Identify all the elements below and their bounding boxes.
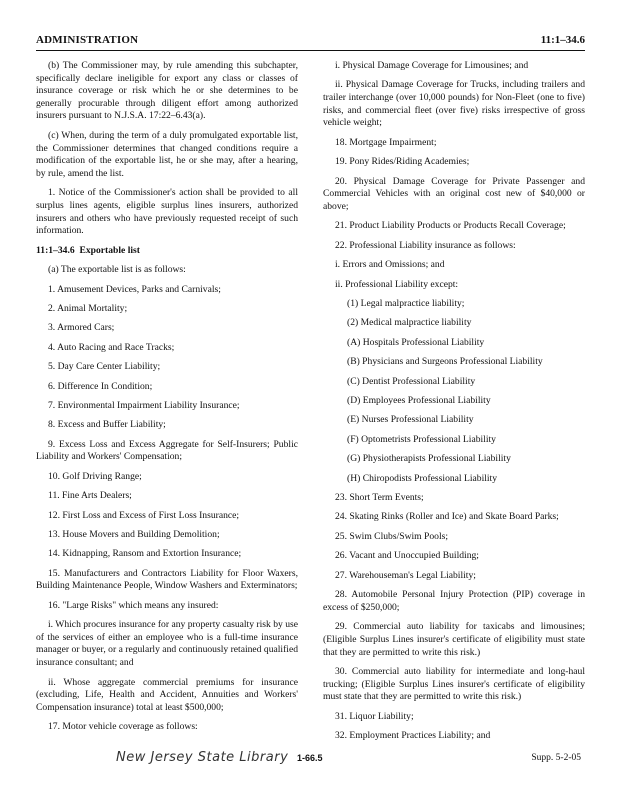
section-title: Exportable list [79, 244, 140, 256]
header-section-title: ADMINISTRATION [36, 34, 139, 46]
list-item: 3. Armored Cars; [48, 322, 115, 334]
list-subitem: (D) Employees Professional Liability [347, 395, 491, 407]
list-item: 27. Warehouseman's Legal Liability; [335, 569, 476, 581]
list-item: 16. "Large Risks" which means any insured: [48, 599, 219, 611]
list-item: 5. Day Care Center Liability; [48, 361, 161, 373]
list-item: 23. Short Term Events; [335, 492, 424, 503]
list-item: 14. Kidnapping, Ransom and Extortion Insurance; [48, 548, 242, 560]
list-item: 8. Excess and Buffer Liability; [48, 419, 166, 431]
list-item: 4. Auto Racing and Race Tracks; [48, 341, 175, 353]
list-item: 18. Mortgage Impairment; [335, 136, 437, 148]
list-subitem: (C) Dentist Professional Liability [347, 375, 476, 387]
header-section-number: 11:1–34.6 [540, 34, 585, 46]
list-subitem: i. Which procures insurance for any property casualty risk by use of the services of either an employee who is a full-time insurance manager or buyer, or a regularly and continuously retained qualified insurance consultant; and [36, 619, 298, 668]
left-column [36, 60, 298, 741]
list-subitem: (2) Medical malpractice liability [347, 317, 472, 329]
list-item: 12. First Loss and Excess of First Loss Insurance; [48, 509, 240, 521]
list-subitem: ii. Professional Liability except: [335, 278, 459, 290]
list-subitem: i. Physical Damage Coverage for Limousines; and [335, 60, 529, 71]
page-footer [0, 751, 619, 771]
list-subitem: (F) Optometrists Professional Liability [347, 433, 496, 445]
list-subitem: i. Errors and Omissions; and [335, 259, 445, 271]
list-item: 2. Animal Mortality; [48, 303, 128, 315]
list-item: 17. Motor vehicle coverage as follows: [48, 721, 198, 733]
list-item: 26. Vacant and Unoccupied Building; [335, 550, 479, 562]
list-item: 10. Golf Driving Range; [48, 470, 142, 482]
list-item: 25. Swim Clubs/Swim Pools; [335, 530, 449, 542]
list-item: 28. Automobile Personal Injury Protection (PIP) coverage in excess of $250,000; [323, 589, 585, 613]
list-subitem: (G) Physiotherapists Professional Liability [347, 453, 511, 465]
list-item: 19. Pony Rides/Riding Academies; [335, 156, 470, 168]
list-item: 11. Fine Arts Dealers; [48, 490, 132, 502]
list-item: 21. Product Liability Products or Products Recall Coverage; [335, 220, 566, 232]
list-item: 30. Commercial auto liability for intermediate and long-haul trucking; (Eligible Surplus Lines insurer's certificate of eligibility must state that they are permitted to write this risk.) [323, 666, 585, 703]
paragraph-c1: 1. Notice of the Commissioner's action shall be provided to all surplus lines agents, eligible surplus lines insurers, authorized insurers and others who have previously requested receipt of such information. [36, 187, 298, 237]
list-item: 24. Skating Rinks (Roller and Ice) and Skate Board Parks; [335, 511, 559, 523]
section-number: 11:1–34.6 [36, 244, 75, 256]
page-number: 1-66.5 [297, 753, 323, 763]
list-item: 31. Liquor Liability; [335, 710, 414, 722]
list-item: 7. Environmental Impairment Liability Insurance; [48, 400, 240, 412]
list-subitem: (B) Physicians and Surgeons Professional Liability [347, 356, 543, 368]
paragraph-b: (b) The Commissioner may, by rule amending this subchapter, specifically declare ineligible for export any class or classes of insurance coverage or risk which he or she determines to be generally procurable through diligent effort among authorized insurers pursuant to N.J.S.A. 17:22–6.43(a). [36, 60, 298, 122]
list-item: 32. Employment Practices Liability; and [335, 730, 491, 742]
paragraph-c: (c) When, during the term of a duly promulgated exportable list, the Commissioner determines that changed conditions require a modification of the exportable list, he or she may, after a hearing, by rule, amend the list. [36, 129, 298, 179]
list-item: 20. Physical Damage Coverage for Private Passenger and Commercial Vehicles with an original cost new of $40,000 or above; [323, 175, 585, 212]
paragraph-a: (a) The exportable list is as follows: [48, 264, 186, 276]
list-item: 13. House Movers and Building Demolition; [48, 528, 220, 540]
list-item: 29. Commercial auto liability for taxicabs and limousines; (Eligible Surplus Lines insurer's certificate of eligibility must state that they are permitted to write this risk.) [323, 621, 585, 658]
list-subitem: ii. Physical Damage Coverage for Trucks, including trailers and trailer interchange (over 10,000 pounds) for Non-Fleet (one to five) risks, and commercial fleet (over five) risks irrespective of gross vehicle weight; [323, 79, 585, 129]
running-header [36, 34, 585, 51]
list-item: 9. Excess Loss and Excess Aggregate for Self-Insurers; Public Liability and Workers' Compensation; [36, 438, 298, 463]
list-subitem: ii. Whose aggregate commercial premiums for insurance (excluding, Life, Health and Accident, Annuities and Workers' Compensation insurance) total at least $500,000; [36, 676, 298, 713]
list-item: 22. Professional Liability insurance as follows: [335, 239, 516, 251]
list-item: 1. Amusement Devices, Parks and Carnivals; [48, 283, 221, 295]
library-stamp: New Jersey State Library [116, 750, 289, 765]
list-subitem: (A) Hospitals Professional Liability [347, 336, 485, 348]
right-column [323, 60, 585, 750]
list-item: 15. Manufacturers and Contractors Liability for Floor Waxers, Building Maintenance People, Window Washers and Exterminators; [36, 567, 298, 592]
list-subitem: (H) Chiropodists Professional Liability [347, 472, 498, 484]
list-item: 6. Difference In Condition; [48, 380, 153, 392]
list-subitem: (1) Legal malpractice liability; [347, 298, 465, 310]
section-heading [36, 245, 298, 258]
list-subitem: (E) Nurses Professional Liability [347, 414, 474, 426]
supplement-date: Supp. 5-2-05 [531, 753, 581, 763]
